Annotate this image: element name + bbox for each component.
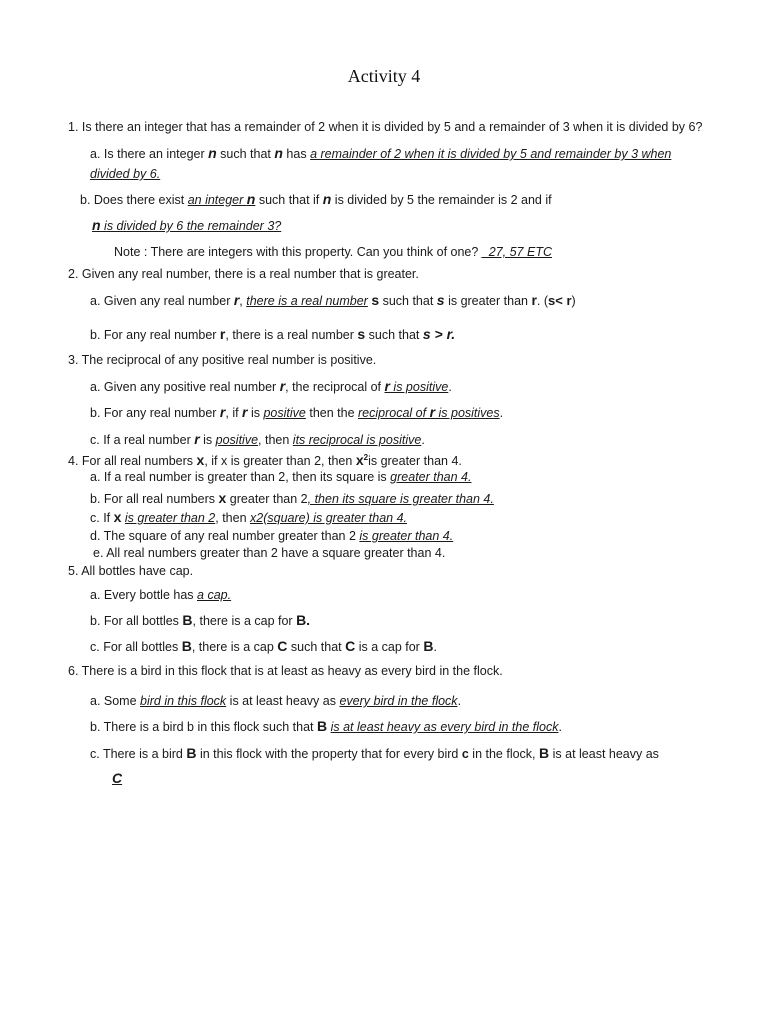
q6-item-b: b. There is a bird b in this flock such that B is at least heavy as every bird in the flock. bbox=[90, 718, 562, 734]
question-2: 2. Given any real number, there is a real number that is greater. bbox=[68, 267, 419, 281]
q1-note: Note : There are integers with this property. Can you think of one? _27, 57 ETC bbox=[114, 245, 552, 259]
question-3: 3. The reciprocal of any positive real number is positive. bbox=[68, 353, 377, 367]
q5-item-c: c. For all bottles B, there is a cap C such that C is a cap for B. bbox=[90, 638, 437, 654]
q1-item-b: b. Does there exist an integer n such that if n is divided by 5 the remainder is 2 and if bbox=[80, 191, 552, 207]
q3-item-c: c. If a real number r is positive, then its reciprocal is positive. bbox=[90, 431, 425, 447]
q4-item-a: a. If a real number is greater than 2, then its square is greater than 4. bbox=[90, 470, 472, 484]
q1-item-a: a. Is there an integer n such that n has a remainder of 2 when it is divided by 5 and remainder by 3 when bbox=[90, 145, 672, 161]
q6-item-a: a. Some bird in this flock is at least heavy as every bird in the flock. bbox=[90, 694, 462, 708]
q2-item-b: b. For any real number r, there is a real number s such that s > r. bbox=[90, 326, 456, 342]
question-1: 1. Is there an integer that has a remainder of 2 when it is divided by 5 and a remainder of 3 when it is divided by 6? bbox=[68, 120, 703, 134]
q5-item-b: b. For all bottles B, there is a cap for B. bbox=[90, 612, 311, 628]
q6-item-c: c. There is a bird B in this flock with the property that for every bird c in the flock, B is at least heavy as bbox=[90, 745, 659, 761]
q4-item-b: b. For all real numbers x greater than 2, then its square is greater than 4. bbox=[90, 490, 494, 506]
q4-item-c: c. If x is greater than 2, then x2(square) is greater than 4. bbox=[90, 509, 408, 525]
question-4: 4. For all real numbers x, if x is greater than 2, then $x^2is$ greater than 4. bbox=[68, 452, 462, 469]
q4-item-e: e. All real numbers greater than 2 have a square greater than 4. bbox=[93, 546, 446, 560]
q3-item-b: b. For any real number r, if r is positive then the reciprocal of r is positives. bbox=[90, 404, 504, 420]
q3-item-a: a. Given any positive real number r, the reciprocal of r is positive. bbox=[90, 378, 452, 394]
q6-item-c-cont: C bbox=[112, 770, 123, 786]
q4-item-d: d. The square of any real number greater than 2 is greater than 4. bbox=[90, 529, 454, 543]
q1-item-a-cont: divided by 6. bbox=[90, 167, 161, 181]
q2-item-a: a. Given any real number r, there is a real number s such that s is greater than r. (s< r) bbox=[90, 292, 576, 308]
q1-item-b-cont: n is divided by 6 the remainder 3? bbox=[92, 217, 282, 233]
page-title: Activity 4 bbox=[347, 66, 421, 86]
question-5: 5. All bottles have cap. bbox=[68, 564, 194, 578]
question-6: 6. There is a bird in this flock that is at least as heavy as every bird in the flock. bbox=[68, 664, 503, 678]
q5-item-a: a. Every bottle has a cap. bbox=[90, 588, 232, 602]
